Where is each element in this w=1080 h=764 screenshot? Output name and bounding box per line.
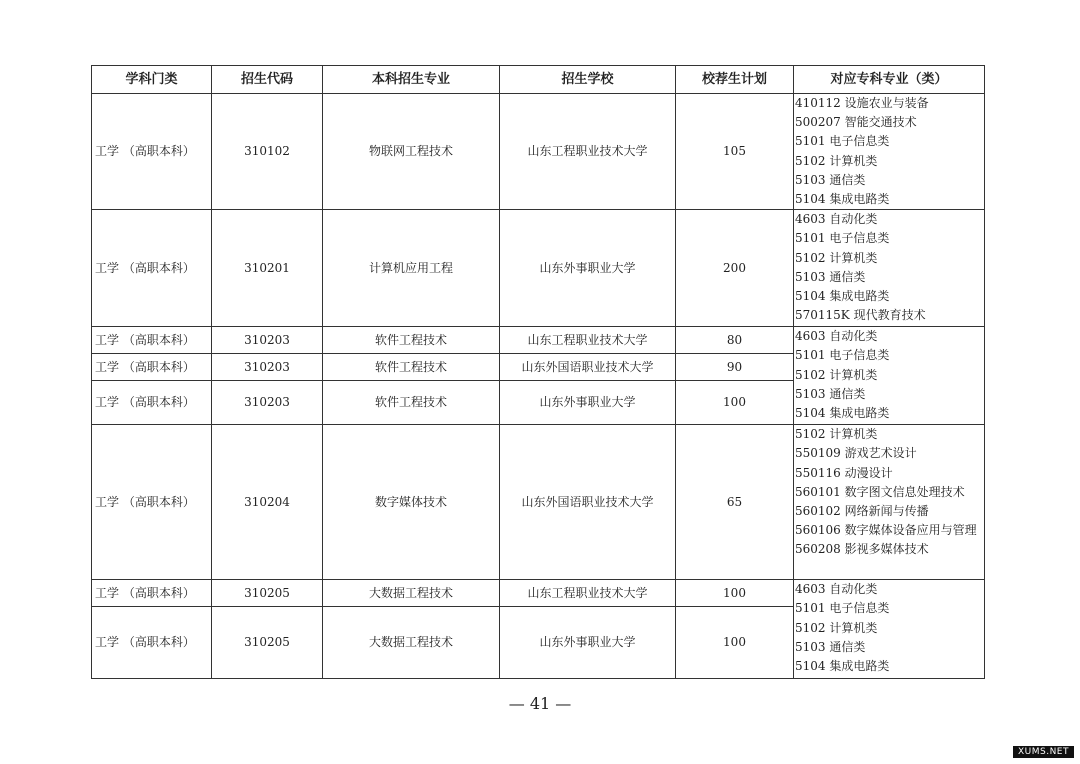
cell-category: 工学 （高职本科）	[92, 580, 212, 607]
cell-category: 工学 （高职本科）	[92, 94, 212, 210]
mapping-line: 570115K 现代教育技术	[795, 308, 926, 323]
cell-category: 工学 （高职本科）	[92, 327, 212, 354]
cell-plan: 105	[676, 94, 794, 210]
mapping-line: 4603 自动化类	[795, 329, 878, 344]
cell-major: 计算机应用工程	[323, 210, 500, 327]
cell-code: 310201	[212, 210, 323, 327]
mapping-line: 5104 集成电路类	[795, 659, 890, 674]
mapping-line: 5101 电子信息类	[795, 231, 890, 246]
mapping-line: 5103 通信类	[795, 386, 866, 401]
mapping-line: 5102 计算机类	[795, 620, 878, 635]
table-row	[92, 210, 985, 327]
cell-category: 工学 （高职本科）	[92, 210, 212, 327]
cell-code: 310203	[212, 354, 323, 381]
cell-mapping	[794, 327, 985, 425]
mapping-line: 4603 自动化类	[795, 582, 878, 597]
cell-major: 软件工程技术	[323, 327, 500, 354]
cell-plan: 100	[676, 607, 794, 679]
header-plan: 校荐生计划	[676, 66, 794, 94]
cell-school: 山东外国语职业技术大学	[500, 425, 676, 580]
mapping-line: 5104 集成电路类	[795, 406, 890, 421]
cell-school: 山东工程职业技术大学	[500, 327, 676, 354]
cell-category: 工学 （高职本科）	[92, 354, 212, 381]
mapping-line: 560106 数字媒体设备应用与管理	[795, 523, 977, 538]
cell-plan: 80	[676, 327, 794, 354]
mapping-line: 5102 计算机类	[795, 250, 878, 265]
mapping-line: 4603 自动化类	[795, 212, 878, 227]
cell-major: 物联网工程技术	[323, 94, 500, 210]
header-code: 招生代码	[212, 66, 323, 94]
cell-school: 山东外事职业大学	[500, 381, 676, 425]
cell-mapping	[794, 94, 985, 210]
mapping-line: 560101 数字图文信息处理技术	[795, 484, 965, 499]
cell-school: 山东工程职业技术大学	[500, 94, 676, 210]
cell-major: 软件工程技术	[323, 354, 500, 381]
table-row	[92, 327, 985, 354]
table-row	[92, 94, 985, 210]
cell-mapping	[794, 580, 985, 679]
cell-mapping	[794, 425, 985, 580]
cell-plan: 65	[676, 425, 794, 580]
mapping-line: 500207 智能交通技术	[795, 115, 917, 130]
cell-code: 310203	[212, 381, 323, 425]
header-major: 本科招生专业	[323, 66, 500, 94]
mapping-line: 5102 计算机类	[795, 367, 878, 382]
cell-major: 大数据工程技术	[323, 580, 500, 607]
cell-school: 山东外事职业大学	[500, 607, 676, 679]
mapping-line: 550109 游戏艺术设计	[795, 446, 917, 461]
cell-code: 310102	[212, 94, 323, 210]
cell-major: 软件工程技术	[323, 381, 500, 425]
table-row	[92, 425, 985, 580]
watermark: XUMS.NET	[1013, 746, 1074, 758]
mapping-line: 5103 通信类	[795, 172, 866, 187]
cell-mapping	[794, 210, 985, 327]
table-row	[92, 580, 985, 607]
cell-plan: 100	[676, 381, 794, 425]
mapping-line: 5102 计算机类	[795, 153, 878, 168]
mapping-line: 5102 计算机类	[795, 427, 878, 442]
cell-school: 山东外国语职业技术大学	[500, 354, 676, 381]
header-category: 学科门类	[92, 66, 212, 94]
cell-plan: 200	[676, 210, 794, 327]
cell-plan: 90	[676, 354, 794, 381]
mapping-line: 410112 设施农业与装备	[795, 96, 929, 110]
cell-plan: 100	[676, 580, 794, 607]
mapping-line: 560102 网络新闻与传播	[795, 504, 929, 519]
cell-category: 工学 （高职本科）	[92, 607, 212, 679]
mapping-line: 5101 电子信息类	[795, 601, 890, 616]
cell-code: 310203	[212, 327, 323, 354]
cell-code: 310205	[212, 580, 323, 607]
mapping-line: 5101 电子信息类	[795, 134, 890, 149]
enrollment-table	[91, 65, 985, 679]
page-number: — 41 —	[508, 694, 572, 713]
mapping-line: 5104 集成电路类	[795, 192, 890, 207]
mapping-line: 560208 影视多媒体技术	[795, 542, 929, 557]
cell-major: 数字媒体技术	[323, 425, 500, 580]
mapping-line: 5103 通信类	[795, 269, 866, 284]
cell-category: 工学 （高职本科）	[92, 425, 212, 580]
header-school: 招生学校	[500, 66, 676, 94]
header-mapping: 对应专科专业（类）	[794, 66, 985, 94]
cell-school: 山东工程职业技术大学	[500, 580, 676, 607]
header-row	[92, 66, 985, 94]
cell-code: 310205	[212, 607, 323, 679]
mapping-line: 5101 电子信息类	[795, 348, 890, 363]
mapping-line: 5104 集成电路类	[795, 289, 890, 304]
cell-code: 310204	[212, 425, 323, 580]
cell-major: 大数据工程技术	[323, 607, 500, 679]
mapping-line: 5103 通信类	[795, 639, 866, 654]
cell-school: 山东外事职业大学	[500, 210, 676, 327]
cell-category: 工学 （高职本科）	[92, 381, 212, 425]
mapping-line: 550116 动漫设计	[795, 465, 893, 480]
